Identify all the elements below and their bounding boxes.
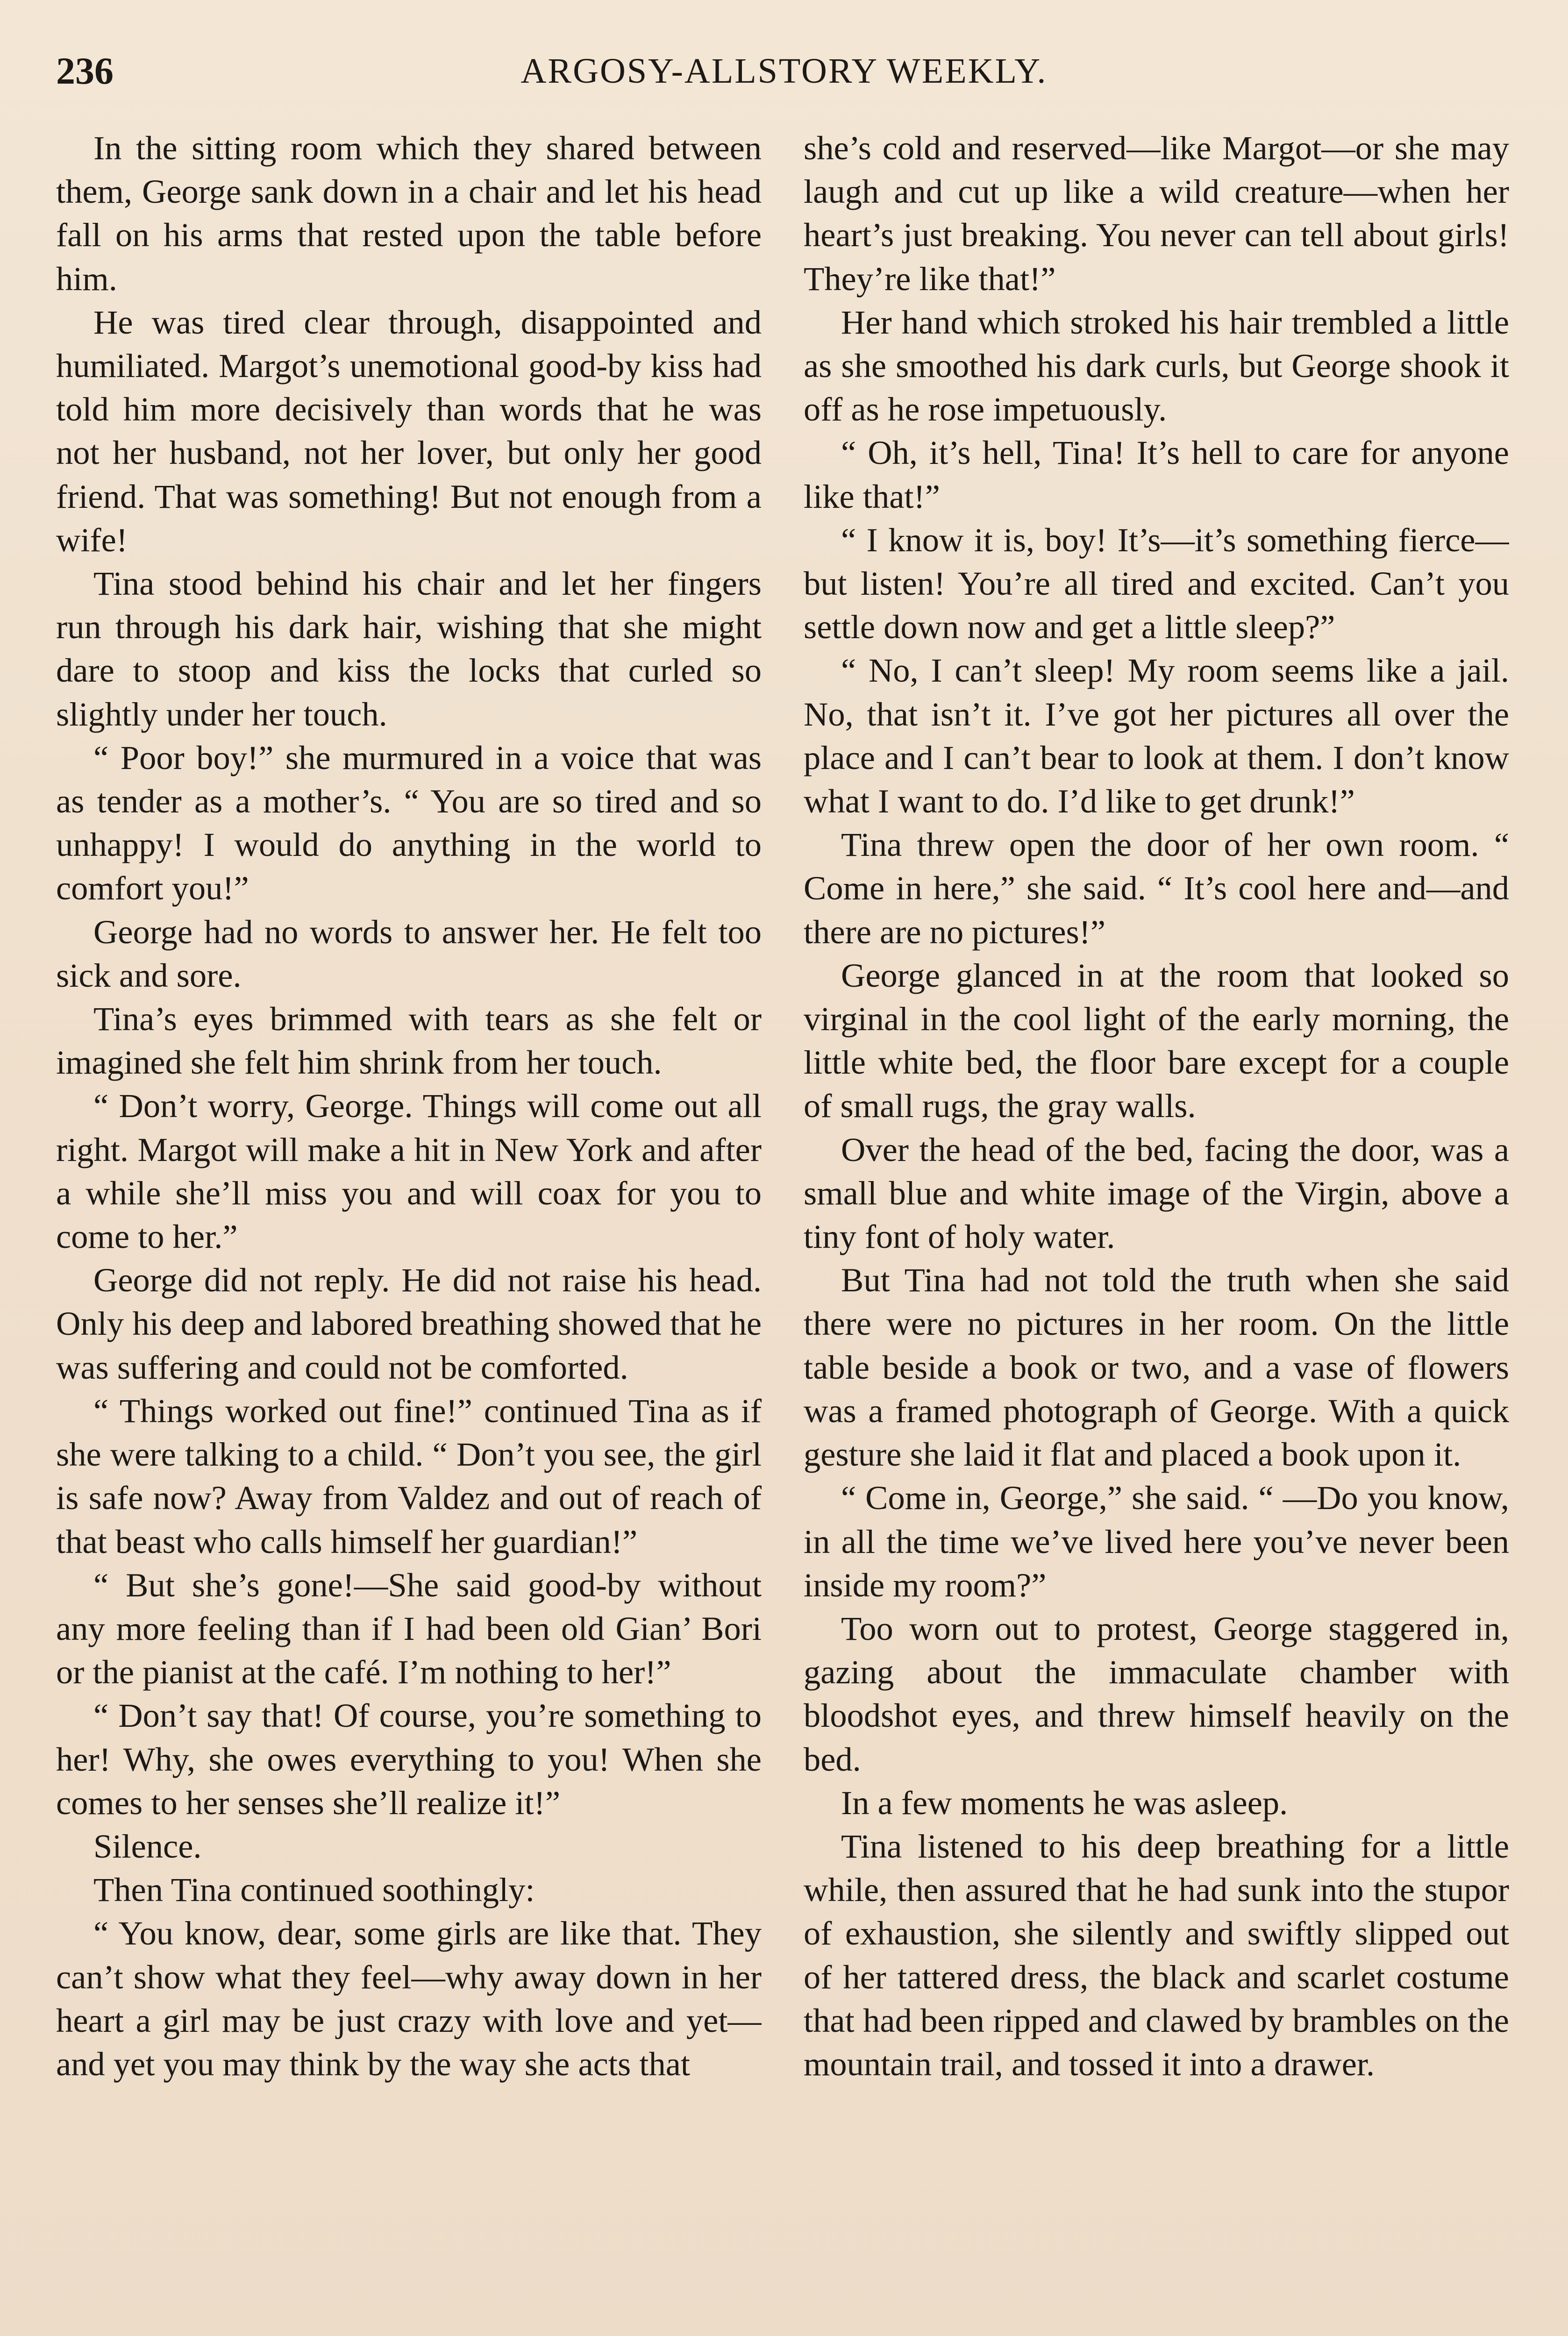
paragraph: Tina stood behind his chair and let her fingers run through his dark hair, wishing that she might dare to stoop and kiss the locks that curled so slightly under her touch. [56,564,762,733]
paragraph: “ Things worked out fine!” continued Tina as if she were talking to a child. “ Don’t you see, the girl is safe now? Away from Valdez and out of reach of that beast who calls himself her guardian!” [56,1391,762,1560]
paragraph: “ No, I can’t sleep! My room seems like a jail. No, that isn’t it. I’ve got her pictures all over the place and I can’t bear to look at them. I don’t know what I want to do. I’d like to get drunk!” [804,651,1509,820]
paragraph: “ Oh, it’s hell, Tina! It’s hell to care for anyone like that!” [804,434,1509,515]
paragraph: George had no words to answer her. He felt too sick and sore. [56,912,762,994]
paragraph: George glanced in at the room that looked so virginal in the cool light of the early morning, the little white bed, the floor bare except for a couple of small rugs, the gray walls. [804,956,1509,1125]
paragraph: Silence. [93,1827,202,1865]
paragraph: “ Poor boy!” she murmured in a voice that was as tender as a mother’s. “ You are so tired and so unhappy! I would do anything in the world to comfort you!” [56,738,762,907]
paragraph: Tina’s eyes brimmed with tears as she felt or imagined she felt him shrink from her touch. [56,1000,762,1082]
paragraph: she’s cold and reserved—like Margot—or she may laugh and cut up like a wild creature—when her heart’s just breaking. You never can tell about girls! They’re like that!” [804,129,1509,298]
running-title: ARGOSY-ALLSTORY WEEKLY. [520,51,1048,91]
paragraph: He was tired clear through, disappointed and humiliated. Margot’s unemotional good-by kiss had told him more decisively than words that he was not her husband, not her lover, but only her good friend. That was something! But not enough from a wife! [56,303,762,559]
paragraph: In the sitting room which they shared between them, George sank down in a chair and let his head fall on his arms that rested upon the table before him. [56,129,762,298]
page-number: 236 [56,50,114,92]
paragraph: But Tina had not told the truth when she said there were no pictures in her room. On the little table beside a book or two, and a vase of flowers was a framed photograph of George. With a quick gesture she laid it flat and placed a book upon it. [804,1261,1509,1474]
paragraph: Tina threw open the door of her own room. “ Come in here,” she said. “ It’s cool here and—and there are no pictures!” [804,826,1509,951]
paragraph: “ Come in, George,” she said. “ —Do you know, in all the time we’ve lived here you’ve never been inside my room?” [804,1479,1509,1604]
paragraph: Tina listened to his deep breathing for a little while, then assured that he had sunk into the stupor of exhaustion, she silently and swiftly slipped out of her tattered dress, the black and scarlet costume that had been ripped and clawed by brambles on the mountain trail, and tossed it into a drawer. [804,1827,1509,2083]
paragraph: Over the head of the bed, facing the door, was a small blue and white image of the Virgin, above a tiny font of holy water. [804,1130,1509,1256]
paragraph: “ I know it is, boy! It’s—it’s something fierce—but listen! You’re all tired and excited. Can’t you settle down now and get a little sleep?” [804,520,1509,646]
page-header [56,43,1512,99]
paragraph: In a few moments he was asleep. [841,1783,1288,1822]
paragraph: Too worn out to protest, George staggered in, gazing about the immaculate chamber with bloodshot eyes, and threw himself heavily on the bed. [804,1609,1509,1778]
left-column [56,126,762,2336]
paragraph: “ Don’t worry, George. Things will come out all right. Margot will make a hit in New York and after a while she’ll miss you and will coax for you to come to her.” [56,1087,762,1256]
paragraph: “ But she’s gone!—She said good-by without any more feeling than if I had been old Gian’ Bori or the pianist at the café. I’m nothing to her!” [56,1566,762,1691]
paragraph: “ Don’t say that! Of course, you’re something to her! Why, she owes everything to you! When she comes to her senses she’ll realize it!” [56,1696,762,1822]
paragraph: George did not reply. He did not raise his head. Only his deep and labored breathing showed that he was suffering and could not be comforted. [56,1261,762,1386]
paragraph: “ You know, dear, some girls are like that. They can’t show what they feel—why away down in her heart a girl may be just crazy with love and yet—and yet you may think by the way she acts that [56,1914,762,2083]
right-column [804,126,1509,2336]
paragraph: Then Tina continued soothingly: [93,1871,535,1909]
paragraph: Her hand which stroked his hair trembled a little as she smoothed his dark curls, but George shook it off as he rose impetuously. [804,303,1509,428]
